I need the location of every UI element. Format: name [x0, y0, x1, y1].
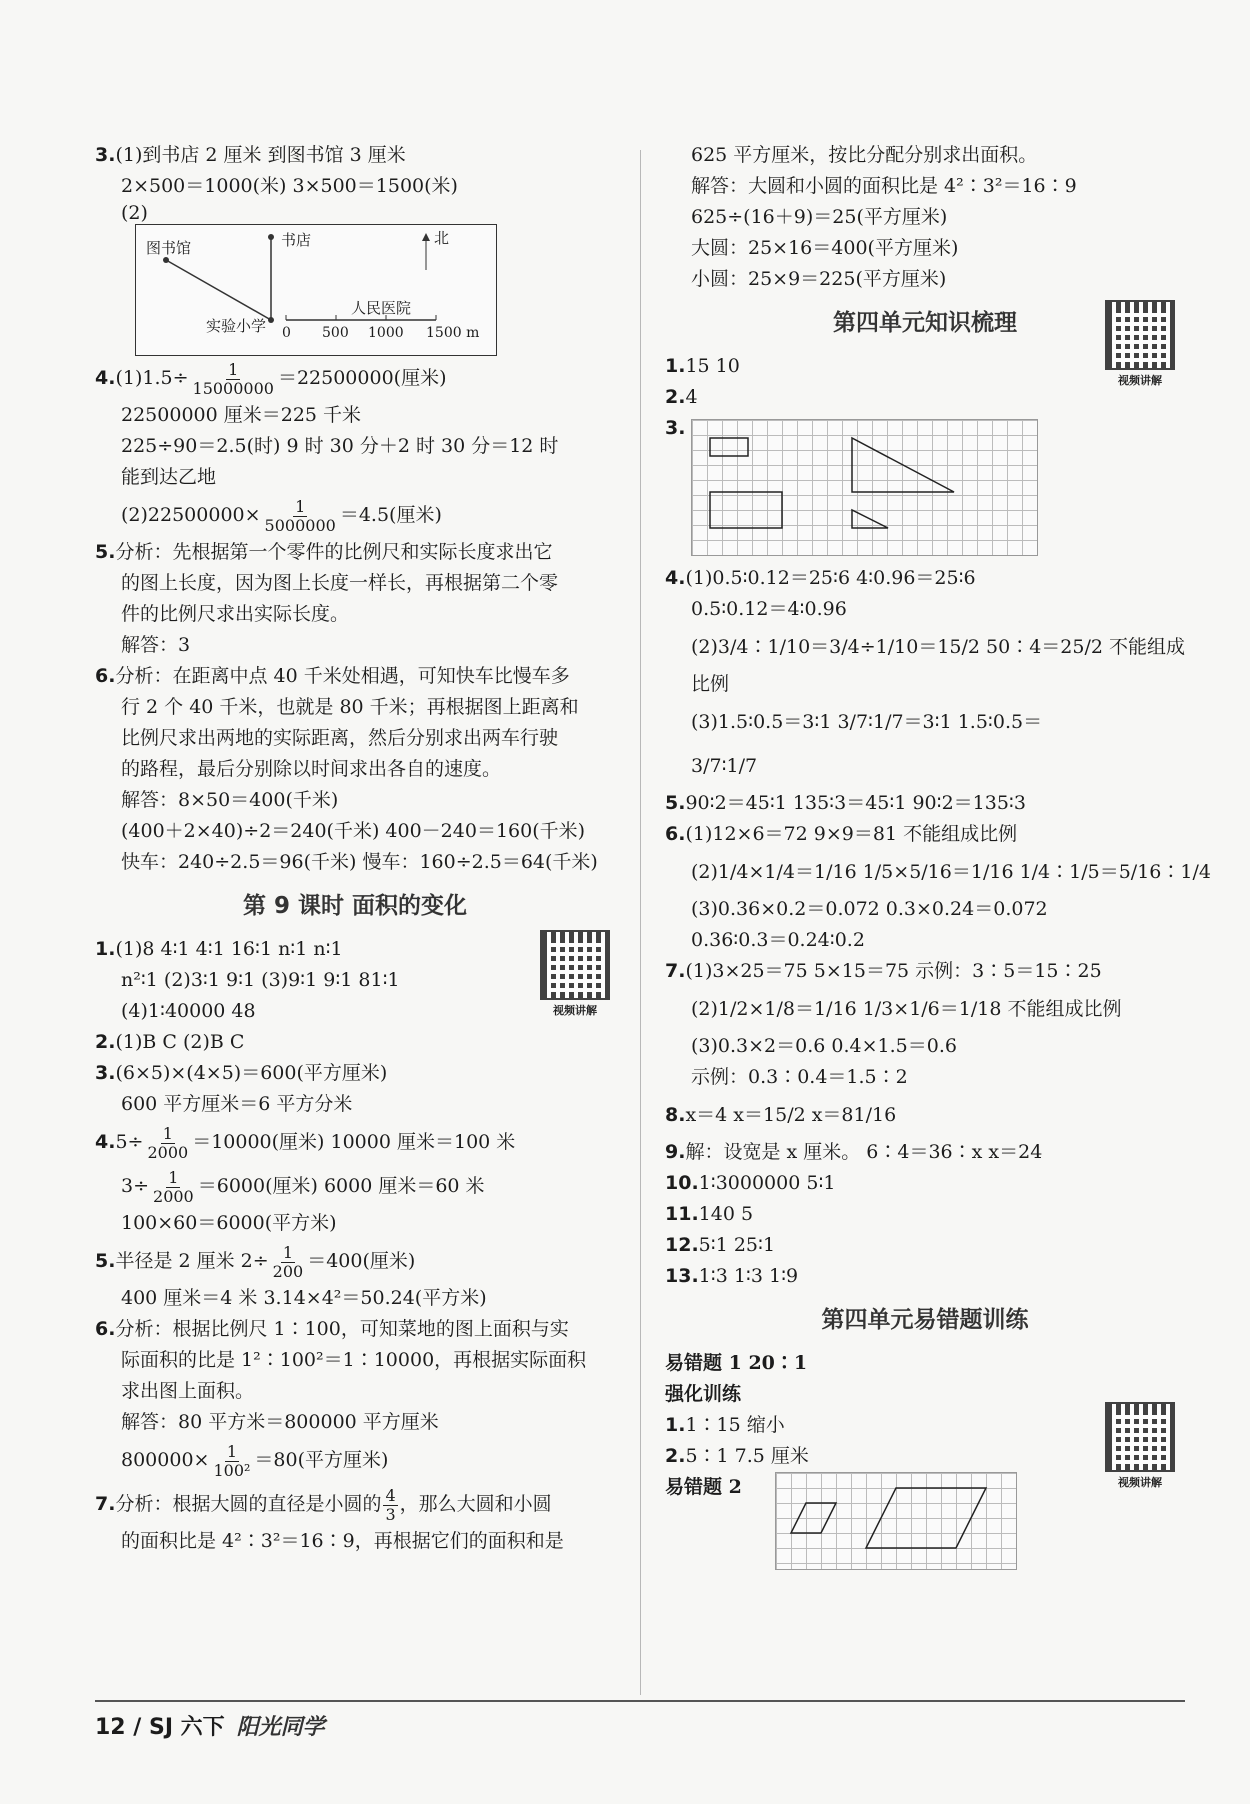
text-line: 1∶3 1∶3 1∶9: [698, 1265, 799, 1287]
text-line: (2): [121, 202, 148, 224]
text-line: 的路程，最后分别除以时间求出各自的速度。: [121, 758, 502, 780]
q-number: 6.: [665, 823, 686, 845]
mistake-1: 易错题 1 20∶1: [665, 1352, 808, 1374]
qr-caption: 视频讲解: [553, 1004, 597, 1017]
text: ＝6000(厘米) 6000 厘米＝60 米: [197, 1175, 485, 1197]
text: ＝80(平方厘米): [254, 1449, 389, 1471]
denominator: 5000000: [264, 515, 336, 535]
text-line: (1)到书店 2 厘米 到图书馆 3 厘米: [115, 144, 406, 166]
text-line: 分析：先根据第一个零件的比例尺和实际长度求出它: [115, 541, 553, 563]
grid-shapes: [692, 420, 1037, 555]
text-line: 0.5∶0.12＝4∶0.96: [691, 598, 847, 620]
numerator: 1: [168, 1167, 179, 1187]
unit4-review-title: 第四单元知识梳理: [833, 310, 1017, 336]
brand-logo: 阳光同学: [236, 1714, 325, 1740]
parallelogram-shapes: [776, 1473, 1016, 1569]
text-line: 的面积比是 4²∶3²＝16∶9，再根据它们的面积和是: [121, 1530, 564, 1552]
q-number: 7.: [95, 1493, 116, 1515]
text-line: 的图上长度，因为图上长度一样长，再根据第二个零: [121, 572, 559, 594]
text: 5÷: [115, 1131, 144, 1153]
q-number: 4.: [665, 567, 686, 589]
q-number: 12.: [665, 1234, 699, 1256]
text-line: 140 5: [698, 1203, 754, 1225]
unit4-mistakes-title: 第四单元易错题训练: [821, 1307, 1029, 1333]
denominator: 200: [272, 1261, 304, 1281]
text: 半径是 2 厘米 2÷: [115, 1250, 269, 1272]
map-figure: [135, 224, 497, 356]
text-line: (1)12×6＝72 9×9＝81 不能组成比例: [685, 823, 1018, 845]
text-line: 能到达乙地: [121, 466, 217, 488]
text-line: (400＋2×40)÷2＝240(千米) 400－240＝160(千米): [121, 820, 586, 842]
scale-tick: 0: [282, 325, 291, 341]
text: ＝400(厘米): [307, 1250, 416, 1272]
fraction: [145, 1125, 190, 1162]
map-label-hospital: 人民医院: [351, 299, 412, 317]
q-number: 3.: [95, 144, 116, 166]
text-line: (3)0.36×0.2＝0.072 0.3×0.24＝0.072: [691, 898, 1048, 920]
text: ，那么大圆和小圆: [399, 1493, 552, 1515]
denominator: 3: [385, 1504, 396, 1524]
mistake-2: 易错题 2: [665, 1476, 742, 1498]
text-line: 快车：240÷2.5＝96(千米) 慢车：160÷2.5＝64(千米): [121, 851, 598, 873]
page-number: 12 / SJ 六下: [95, 1715, 225, 1740]
q-number: 5.: [95, 541, 116, 563]
text-line: 4: [685, 386, 698, 408]
q-number: 6.: [95, 1318, 116, 1340]
text-line: 大圆：25×16＝400(平方厘米): [691, 237, 959, 259]
q-number: 1.: [95, 938, 116, 960]
text: 3÷: [121, 1175, 150, 1197]
text: ＝4.5(厘米): [339, 504, 442, 526]
text: 分析：根据大圆的直径是小圆的: [115, 1493, 382, 1515]
footer-rule: [95, 1700, 1185, 1702]
text-line: (3)1.5∶0.5＝3∶1 3/7∶1/7＝3∶1 1.5∶0.5＝: [691, 711, 1043, 733]
fraction: [151, 1169, 196, 1206]
text-line: 15 10: [685, 355, 740, 377]
text-line: 22500000 厘米＝225 千米: [121, 404, 362, 426]
q-number: 9.: [665, 1141, 686, 1163]
text-line: 际面积的比是 1²∶100²＝1∶10000，再根据实际面积: [121, 1349, 587, 1371]
text-line: (1)0.5∶0.12＝25∶6 4∶0.96＝25∶6: [685, 567, 976, 589]
text-line: 5∶1 25∶1: [698, 1234, 776, 1256]
text-line: 件的比例尺求出实际长度。: [121, 603, 350, 625]
text-line: (6×5)×(4×5)＝600(平方厘米): [115, 1062, 388, 1084]
text: (2)22500000×: [121, 504, 261, 526]
q-number: 11.: [665, 1203, 699, 1225]
fraction: [263, 498, 338, 535]
numerator: 1: [162, 1123, 173, 1143]
text-line: 小圆：25×9＝225(平方厘米): [691, 268, 947, 290]
map-label-bookstore: 书店: [281, 231, 312, 249]
text-line: 3/7∶1/7: [691, 755, 758, 777]
page-footer: [95, 1710, 325, 1741]
q-number: 13.: [665, 1265, 699, 1287]
q-number: 10.: [665, 1172, 699, 1194]
text-line: (2)1/2×1/8＝1/16 1/3×1/6＝1/18 不能组成比例: [691, 998, 1122, 1020]
text-line: 行 2 个 40 千米，也就是 80 千米；再根据图上距离和: [121, 696, 579, 718]
text-line: 625÷(16＋9)＝25(平方厘米): [691, 206, 948, 228]
denominator: 2000: [153, 1186, 194, 1206]
text: ＝22500000(厘米): [277, 367, 447, 389]
text-line: (3)0.3×2＝0.6 0.4×1.5＝0.6: [691, 1035, 957, 1057]
text-line: 分析：在距离中点 40 千米处相遇，可知快车比慢车多: [115, 665, 570, 687]
text-line: 225÷90＝2.5(时) 9 时 30 分＋2 时 30 分＝12 时: [121, 435, 559, 457]
answer-line: 解答：大圆和小圆的面积比是 4²∶3²＝16∶9: [691, 175, 1077, 197]
q-number: 2.: [665, 1445, 686, 1467]
answer-line: 解答：3: [121, 634, 191, 656]
numerator: 4: [385, 1485, 396, 1505]
q-number: 2.: [95, 1031, 116, 1053]
qr-caption: 视频讲解: [1118, 1476, 1162, 1489]
text-line: 比例尺求出两地的实际距离，然后分别求出两车行驶: [121, 727, 559, 749]
answer-line: 解答：80 平方米＝800000 平方厘米: [121, 1411, 439, 1433]
text: (1)1.5÷: [115, 367, 189, 389]
text: ＝10000(厘米) 10000 厘米＝100 米: [192, 1131, 516, 1153]
q-number: 4.: [95, 367, 116, 389]
q-number: 3.: [95, 1062, 116, 1084]
text-line: 625 平方厘米，按比分配分别求出面积。: [691, 144, 1038, 166]
fraction: [191, 361, 276, 398]
q-number: 5.: [95, 1250, 116, 1272]
text-line: 5∶1 7.5 厘米: [685, 1445, 809, 1467]
fraction: [211, 1443, 252, 1480]
numerator: 1: [295, 496, 306, 516]
scale-tick: 500: [322, 325, 349, 341]
numerator: 1: [282, 1242, 294, 1262]
text-line: 1∶15 缩小: [685, 1414, 785, 1436]
denominator: 100²: [213, 1460, 251, 1480]
text-line: 100×60＝6000(平方米): [121, 1212, 337, 1234]
q-number: 1.: [665, 1414, 686, 1436]
text-line: 1∶3000000 5∶1: [698, 1172, 836, 1194]
text-line: 比例: [691, 673, 730, 695]
fraction: [271, 1244, 306, 1281]
text-line: 求出图上面积。: [121, 1380, 255, 1402]
q-number: 6.: [95, 665, 116, 687]
grid-figure: [691, 419, 1038, 556]
numerator: 1: [228, 359, 239, 379]
map-label-north: 北: [434, 229, 450, 247]
column-divider: [640, 150, 641, 1695]
map-label-library: 图书馆: [146, 239, 192, 257]
text-line: n²∶1 (2)3∶1 9∶1 (3)9∶1 9∶1 81∶1: [121, 969, 400, 991]
strengthen-heading: 强化训练: [665, 1383, 742, 1405]
fraction: [383, 1487, 397, 1524]
lesson-title: 第 9 课时 面积的变化: [242, 893, 468, 919]
q-number: 3.: [665, 417, 686, 439]
text-line: 90∶2＝45∶1 135∶3＝45∶1 90∶2＝135∶3: [685, 792, 1026, 814]
text: 800000×: [121, 1449, 210, 1471]
text-line: (1)3×25＝75 5×15＝75 示例：3∶5＝15∶25: [685, 960, 1102, 982]
right-column: [665, 140, 1211, 1572]
scale-tick: 1500 m: [426, 325, 480, 341]
text-line: 2×500＝1000(米) 3×500＝1500(米): [121, 175, 458, 197]
map-label-school: 实验小学: [206, 317, 267, 335]
qr-caption: 视频讲解: [1118, 374, 1162, 387]
text-line: (2)3/4∶1/10＝3/4÷1/10＝15/2 50∶4＝25/2 不能组成: [691, 636, 1186, 658]
answer-line: 解答：8×50＝400(千米): [121, 789, 339, 811]
numerator: 1: [226, 1441, 238, 1461]
text-line: 解：设宽是 x 厘米。 6∶4＝36∶x x＝24: [685, 1141, 1043, 1163]
q-number: 8.: [665, 1104, 686, 1126]
denominator: 15000000: [192, 378, 274, 398]
q-number: 2.: [665, 386, 686, 408]
text-line: 600 平方厘米＝6 平方分米: [121, 1093, 353, 1115]
q-number: 1.: [665, 355, 686, 377]
text-line: 示例：0.3∶0.4＝1.5∶2: [691, 1066, 908, 1088]
left-column: [95, 140, 615, 1557]
text-line: x＝4 x＝15/2 x＝81/16: [685, 1104, 897, 1126]
denominator: 2000: [147, 1142, 189, 1162]
text-line: 分析：根据比例尺 1∶100，可知菜地的图上面积与实: [115, 1318, 569, 1340]
q-number: 5.: [665, 792, 686, 814]
text-line: (1)B C (2)B C: [115, 1031, 245, 1053]
parallelogram-grid: [775, 1472, 1017, 1570]
text-line: 0.36∶0.3＝0.24∶0.2: [691, 929, 865, 951]
text-line: (2)1/4×1/4＝1/16 1/5×5/16＝1/16 1/4∶1/5＝5/16∶1/4: [691, 861, 1211, 883]
text-line: (1)8 4∶1 4∶1 16∶1 n∶1 n∶1: [115, 938, 343, 960]
q-number: 4.: [95, 1131, 116, 1153]
q-number: 7.: [665, 960, 686, 982]
scale-tick: 1000: [368, 325, 404, 341]
text-line: (4)1∶40000 48: [121, 1000, 256, 1022]
text-line: 400 厘米＝4 米 3.14×4²＝50.24(平方米): [121, 1287, 487, 1309]
